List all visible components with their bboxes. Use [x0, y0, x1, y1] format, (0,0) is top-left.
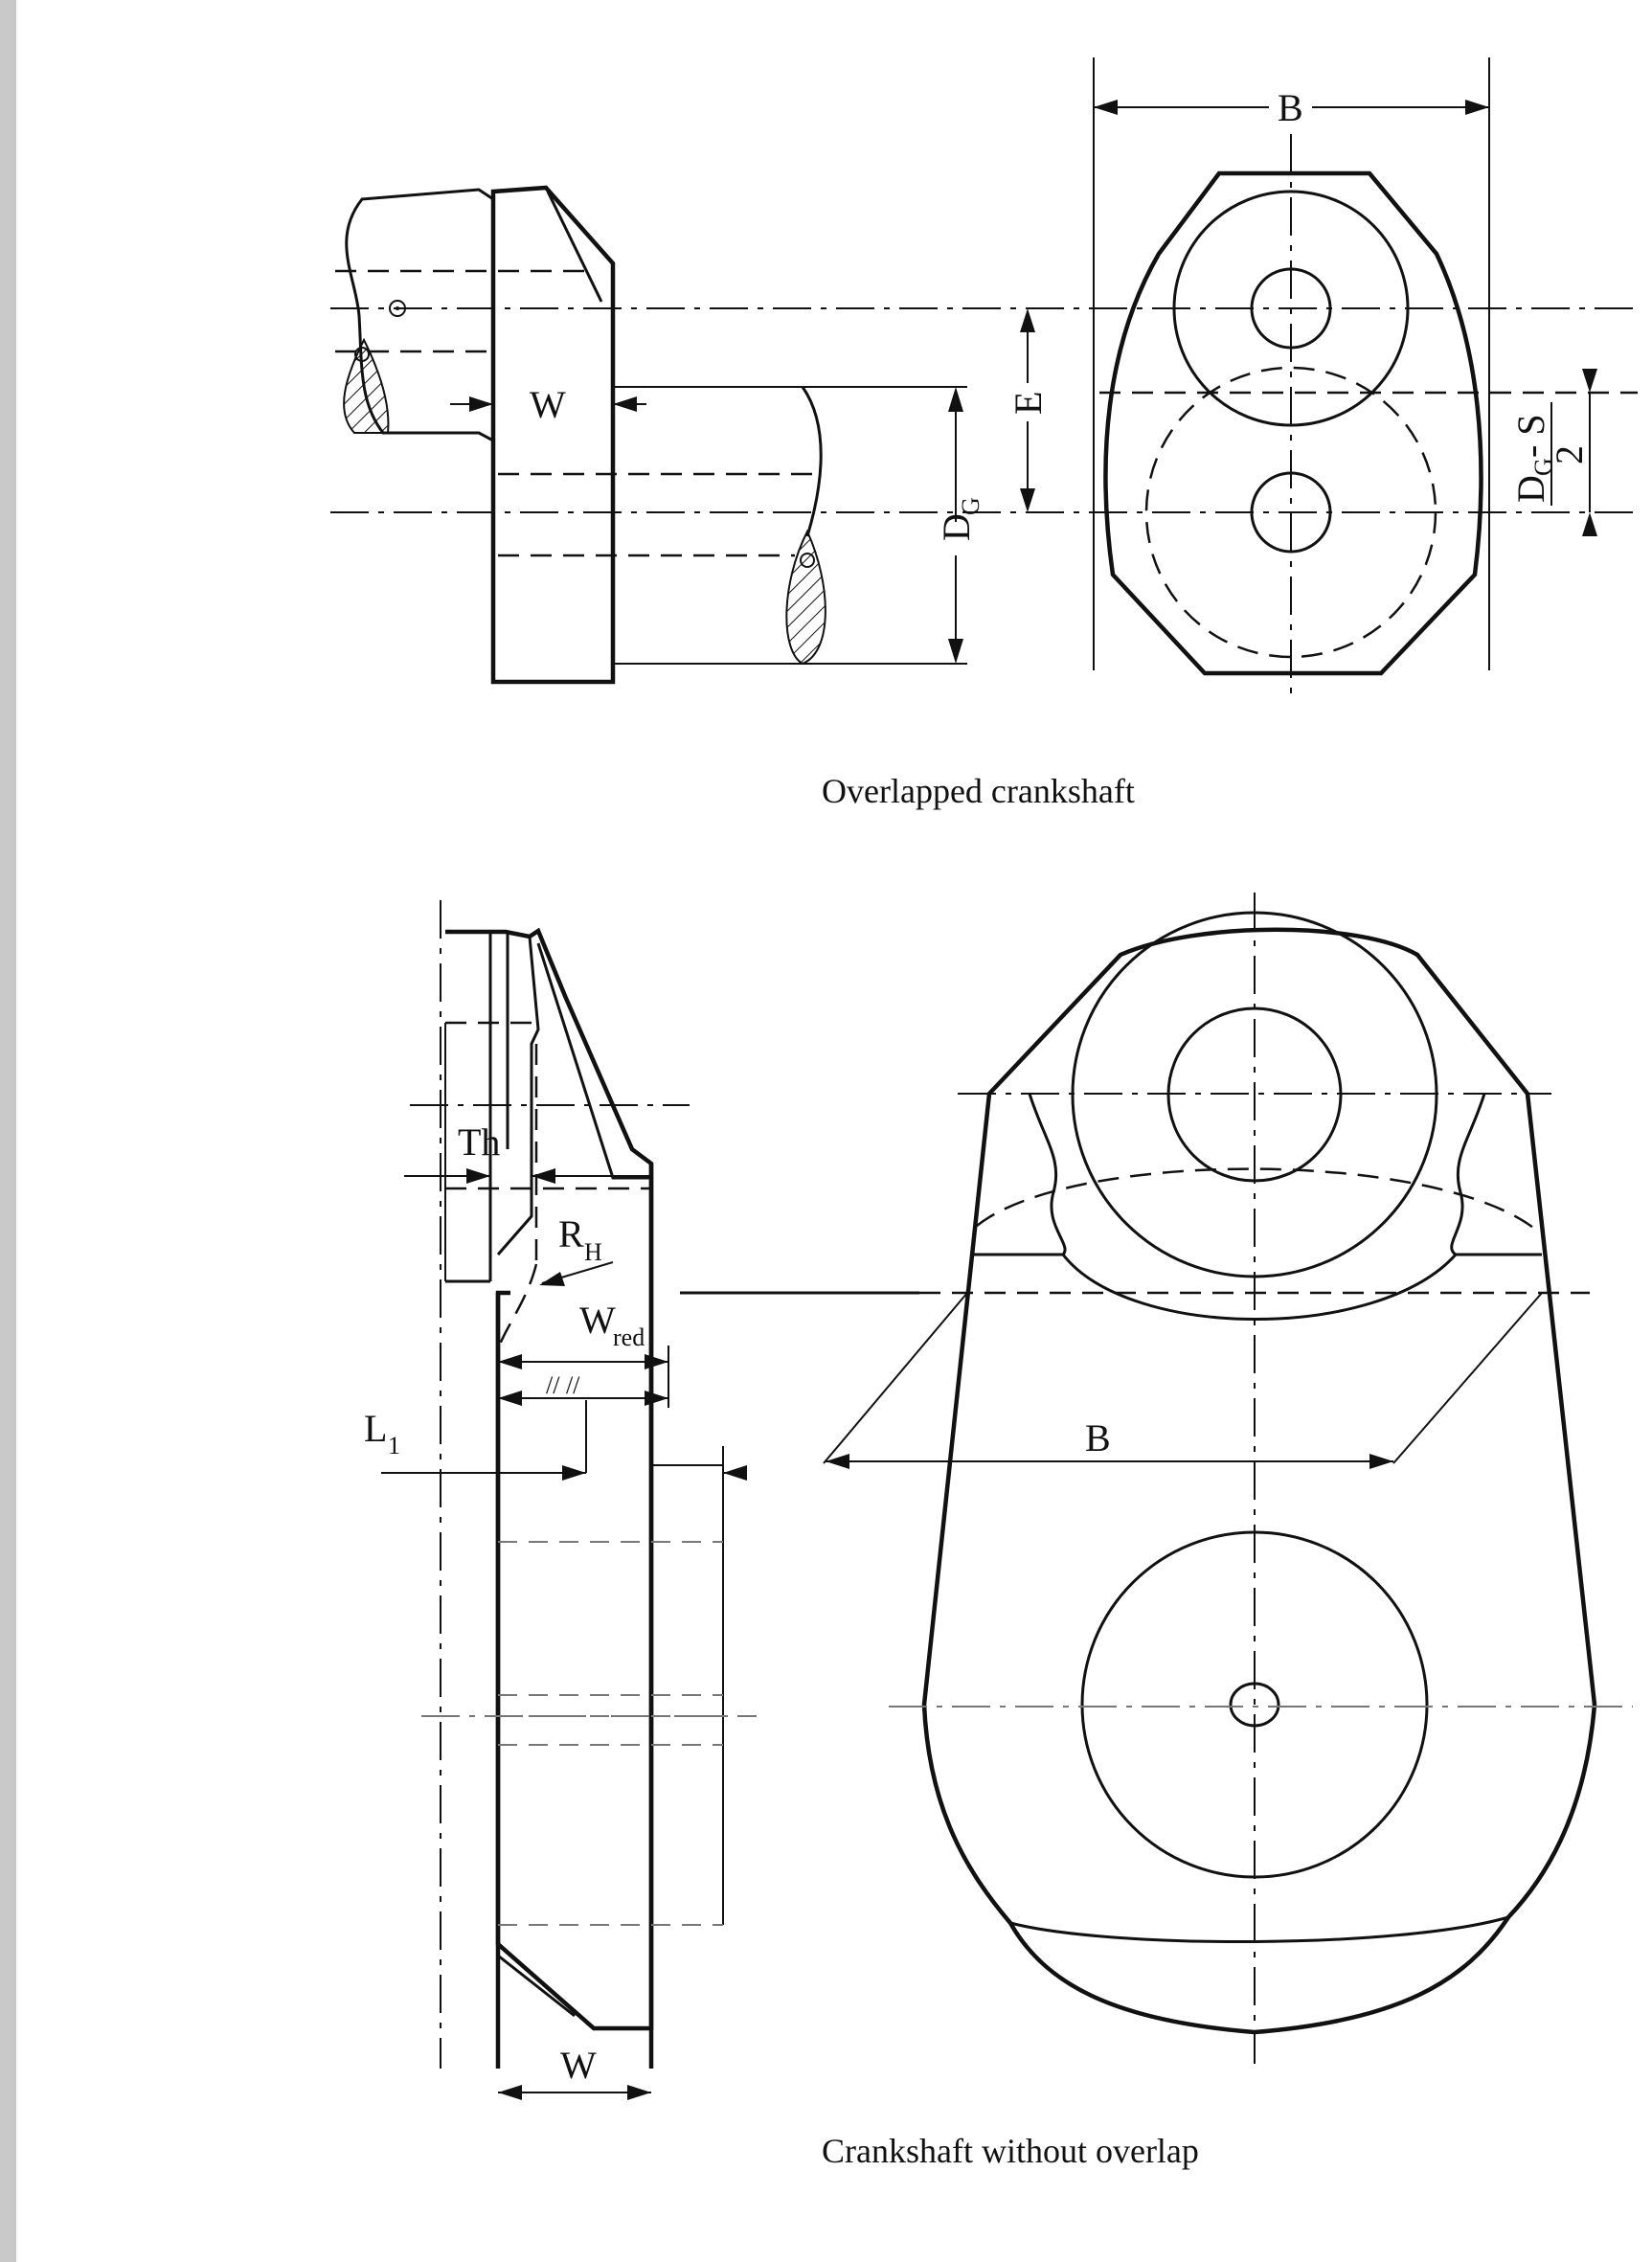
pin-break-line [803, 387, 821, 536]
top-dg-subscript: G [957, 497, 984, 515]
lower-journal-arc [1063, 1255, 1456, 1320]
bottom-caption: Crankshaft without overlap [822, 2132, 1199, 2170]
top-caption: Overlapped crankshaft [822, 772, 1135, 810]
rh-label: R [558, 1212, 584, 1255]
hidden-arc [977, 1169, 1537, 1231]
bottom-front-view [680, 893, 1633, 2064]
bottom-web-outline [445, 931, 651, 2028]
th-label: Th [458, 1120, 501, 1164]
top-frac-num-rest: - S [1509, 414, 1552, 458]
top-web-chamfer [548, 192, 601, 302]
top-w-label: W [530, 383, 566, 426]
top-dg-label: D [935, 513, 978, 541]
pin-section-hatch [786, 532, 826, 664]
bottom-w-label: W [560, 2044, 597, 2087]
top-web-front-outline [1105, 173, 1481, 673]
top-frac-den: 2 [1548, 445, 1591, 464]
bottom-side-view [364, 900, 757, 2100]
bottom-b-label: B [1085, 1416, 1111, 1459]
l1-subscript: 1 [388, 1432, 400, 1459]
inner-profile [498, 937, 538, 1255]
rh-subscript: H [584, 1238, 602, 1266]
top-web-outline [493, 188, 613, 682]
top-e-label: E [1007, 391, 1050, 415]
top-b-label: B [1278, 86, 1303, 129]
top-frac-num: D [1509, 475, 1552, 503]
wred-label: W [579, 1299, 616, 1342]
top-frac-num-sub: G [1529, 458, 1557, 476]
bottom-web-lower-arc [1010, 1917, 1508, 1942]
tick-marks: // // [546, 1371, 580, 1399]
overlapped-crankshaft [330, 57, 1638, 810]
wred-subscript: red [613, 1323, 645, 1351]
bottom-web-front-outline [924, 930, 1595, 2032]
l1-label: L [364, 1407, 388, 1450]
crankshaft-without-overlap [364, 893, 1633, 2170]
left-section-hatch [344, 340, 388, 433]
top-front-view [1094, 57, 1638, 694]
